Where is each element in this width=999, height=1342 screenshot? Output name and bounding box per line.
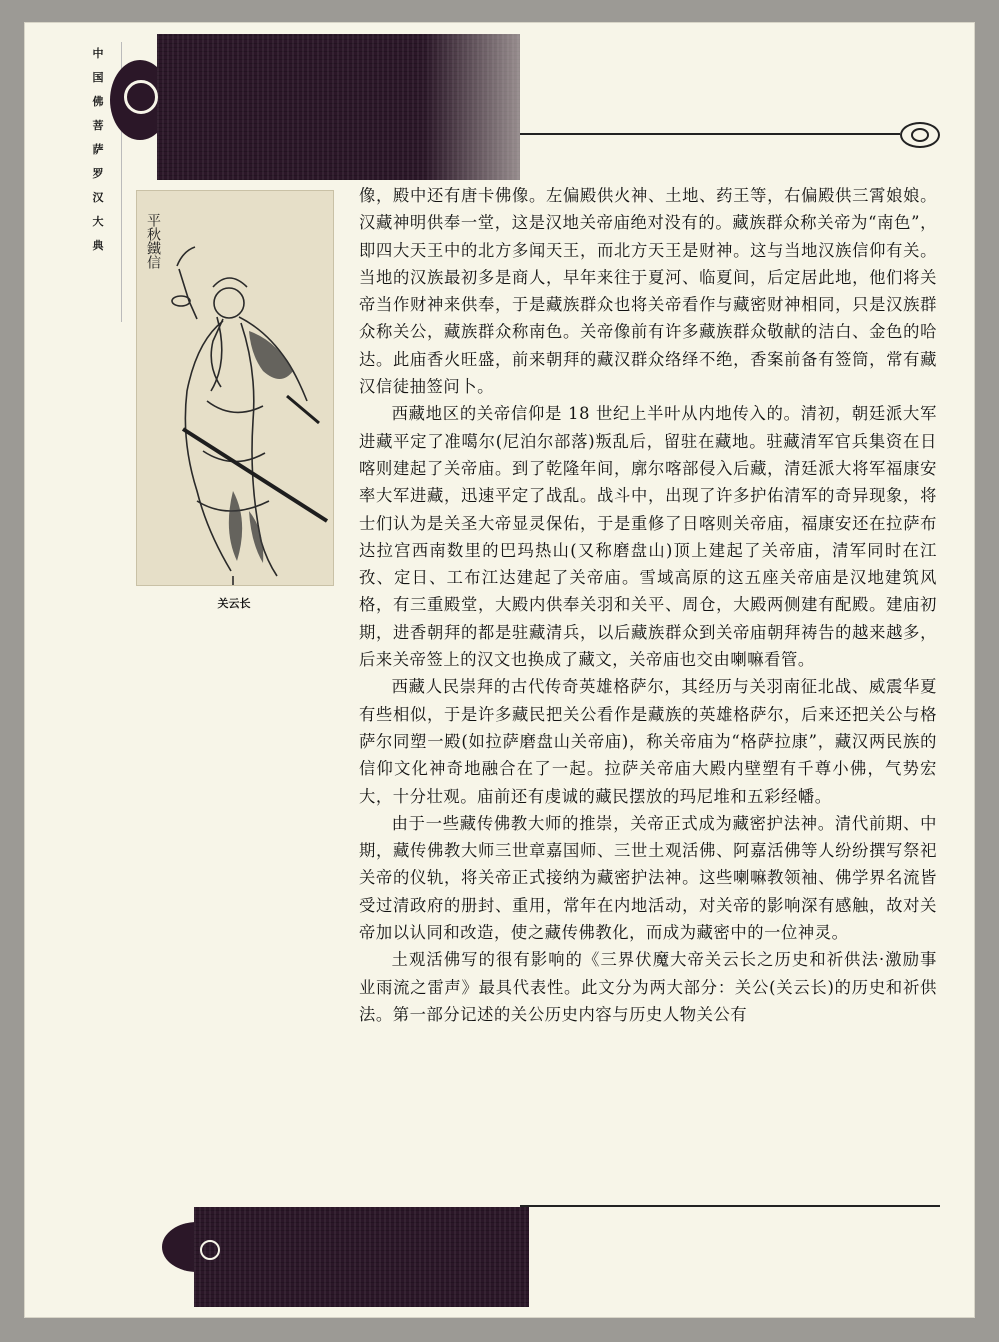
paragraph: 土观活佛写的很有影响的《三界伏魔大帝关云长之历史和祈供法·激励事业雨流之雷声》最具代表性。此文分为两大部分：关公(关云长)的历史和祈供法。第一部分记述的关公历史内容与历史人物关公有 xyxy=(359,950,937,1024)
series-char: 汉 xyxy=(92,191,104,204)
series-char: 萨 xyxy=(92,143,104,156)
series-char: 佛 xyxy=(92,95,104,108)
header-rule xyxy=(520,133,900,135)
paragraph: 像，殿中还有唐卡佛像。左偏殿供火神、土地、药王等，右偏殿供三霄娘娘。汉藏神明供奉一堂，这是汉地关帝庙绝对没有的。藏族群众称关帝为“南色”，即四大天王中的北方多闻天王，而北方天王是财神。这与当地汉族信仰有关。当地的汉族最初多是商人，早年来往于夏河、临夏间，后定居此地，他们将关帝当作财神来供奉，于是藏族群众也将关帝看作与藏密财神相同，只是汉族群众称关公，藏族群众称南色。关帝像前有许多藏族群众敬献的洁白、金色的哈达。此庙香火旺盛，前来朝拜的藏汉群众络绎不绝，香案前备有签筒，常有藏汉信徒抽签问卜。 xyxy=(359,186,937,397)
header-band-fade xyxy=(424,34,524,180)
guan-yu-illustration xyxy=(136,190,334,586)
footer-swirl-ring xyxy=(200,1240,220,1260)
series-char: 典 xyxy=(92,239,104,252)
footer-band xyxy=(194,1207,529,1307)
seal-inscription: 平秋鐵信 xyxy=(145,213,161,269)
series-char: 罗 xyxy=(92,167,104,180)
paragraph: 西藏地区的关帝信仰是 18 世纪上半叶从内地传入的。清初，朝廷派大军进藏平定了准噶尔(尼泊尔部落)叛乱后，留驻在藏地。驻藏清军官兵集资在日喀则建起了关帝庙。到了乾隆年间，廓尔喀部侵入后藏，清廷派大将军福康安率大军进藏，迅速平定了战乱。战斗中，出现了许多护佑清军的奇异现象，将士们认为是关圣大帝显灵保佑，于是重修了日喀则关帝庙，福康安还在拉萨布达拉宫西南数里的巴玛热山(又称磨盘山)顶上建起了关帝庙，清军同时在江孜、定日、工布江达建起了关帝庙。雪域高原的这五座关帝庙是汉地建筑风格，有三重殿堂，大殿内供奉关羽和关平、周仓，大殿两侧建有配殿。建庙初期，进香朝拜的都是驻藏清兵，以后藏族群众到关帝庙朝拜祷告的越来越多，后来关帝签上的汉文也换成了藏文，关帝庙也交由喇嘛看管。 xyxy=(359,404,937,670)
cloud-icon xyxy=(900,122,940,148)
series-char: 大 xyxy=(92,215,104,228)
paragraph: 西藏人民崇拜的古代传奇英雄格萨尔，其经历与关羽南征北战、威震华夏有些相似，于是许多藏民把关公看作是藏族的英雄格萨尔，后来还把关公与格萨尔同塑一殿(如拉萨磨盘山关帝庙)，称关帝庙为“格萨拉康”，藏汉两民族的信仰文化神奇地融合在了一起。拉萨关帝庙大殿内壁塑有千尊小佛，气势宏大，十分壮观。庙前还有虔诚的藏民摆放的玛尼堆和五彩经幡。 xyxy=(359,677,937,806)
series-char: 中 xyxy=(92,47,104,60)
series-char: 国 xyxy=(92,71,104,84)
series-char: 菩 xyxy=(92,119,104,132)
body-text xyxy=(359,182,937,1028)
footer-rule xyxy=(520,1205,940,1207)
paragraph: 由于一些藏传佛教大师的推崇，关帝正式成为藏密护法神。清代前期、中期，藏传佛教大师三世章嘉国师、三世土观活佛、阿嘉活佛等人纷纷撰写祭祀关帝的仪轨，将关帝正式接纳为藏密护法神。这些喇嘛教领袖、佛学界名流皆受过清政府的册封、重用，常年在内地活动，对关帝的影响深有感触，故对关帝加以认同和改造，使之藏传佛教化，而成为藏密中的一位神灵。 xyxy=(359,813,937,943)
warrior-drawing xyxy=(137,191,333,585)
header-swirl-ring xyxy=(124,80,158,114)
figure-caption: 关云长 xyxy=(217,597,251,610)
page xyxy=(24,22,975,1318)
series-title xyxy=(86,42,110,258)
